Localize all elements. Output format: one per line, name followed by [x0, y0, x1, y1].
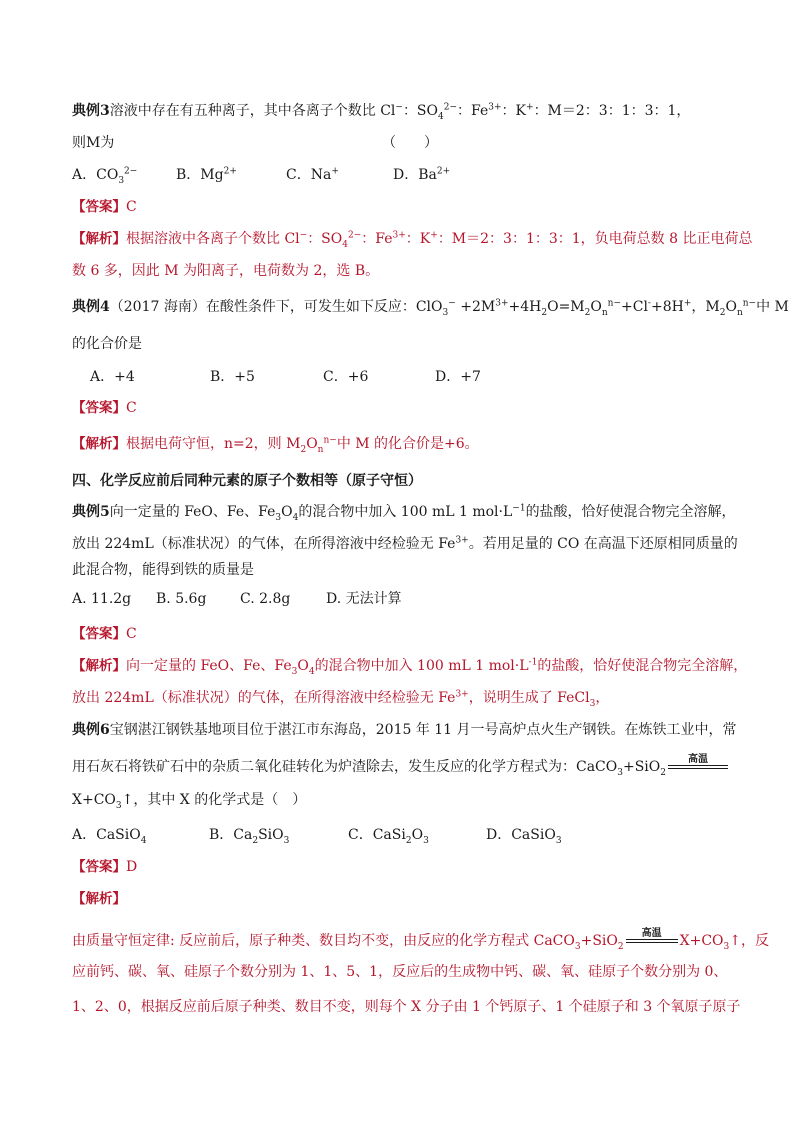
- ex3-option-a: A．$CO_3^{2-}$: [72, 166, 138, 186]
- ex4-option-a: A．+4: [90, 369, 135, 385]
- ex5-answer: 【答案】C: [72, 626, 137, 642]
- ex4-option-b: B．+5: [210, 369, 255, 385]
- ex6-answer: 【答案】D: [72, 859, 138, 875]
- ex5-label: 典例5: [72, 504, 110, 520]
- ex4-label: 典例4: [72, 299, 110, 315]
- ex3-option-c: C．Na+: [286, 166, 339, 183]
- ex6-analysis-line-2: 应前钙、碳、氧、硅原子个数分别为 1、1、5、1，反应后的生成物中钙、碳、氧、硅原子个数分别为 0、: [72, 964, 728, 980]
- ex6-analysis-line-1: 由质量守恒定律: 反应前后，原子种类、数目均不变，由反应的化学方程式 CaCO$_3$+SiO$_2$ 高温 $X+CO_3↑$，反: [72, 928, 769, 952]
- answer-blank: （ ）: [382, 135, 438, 151]
- ex6-question-line-3: $X+CO_3↑$，其中 X 的化学式是（ ）: [72, 792, 307, 811]
- ex5-analysis-line-1: 【解析】向一定量的 FeO、Fe、$Fe_3O_4$的混合物中加入 100 mL 1 $mol\cdot L^{-1}$的盐酸，恰好使混合物完全溶解，: [72, 657, 748, 677]
- ex4-option-d: D．+7: [435, 369, 481, 385]
- ex3-question-line-2: 则M为 （ ）: [72, 135, 438, 151]
- ex3-label: 典例3: [72, 103, 110, 119]
- ex3-analysis-line-1: 【解析】根据溶液中各离子个数比 Cl−：$SO_4^{2-}$：$Fe^{3+}$：K+：M＝2：3：1：3：1，负电荷总数 8 比正电荷总: [72, 230, 753, 250]
- ex6-option-c: C．$CaSi_2O_3$: [348, 827, 429, 846]
- ex5-option-c: C. 2.8g: [240, 591, 291, 607]
- ex5-question-line-1: 典例5向一定量的 FeO、Fe、$Fe_3O_4$的混合物中加入 100 mL 1 $mol\cdot L^{-1}$的盐酸，恰好使混合物完全溶解，: [72, 503, 736, 523]
- reaction-condition-2: 高温: [626, 927, 678, 949]
- ex6-option-a: A．CaSiO$_4$: [72, 827, 147, 846]
- ex4-answer: 【答案】C: [72, 400, 137, 416]
- ex4-question-line-1: 典例4（2017 海南）在酸性条件下，可发生如下反应：$ClO_3^- +2M^{3+}+4H_2O=M_2O_n^{n-}+Cl^-+8H^+$，$M_2O_n^{n-}$中 M: [72, 298, 789, 318]
- ex3-question-line-1: 典例3溶液中存在有五种离子，其中各离子个数比 Cl−：$SO_4^{2-}$：$Fe^{3+}$：K+：M＝2：3：1：3：1，: [72, 102, 691, 122]
- ex3-option-b: B．$Mg^{2+}$: [176, 166, 237, 183]
- ex5-question-line-2: 放出 224mL（标准状况）的气体，在所得溶液中经检验无 $Fe^{3+}$。若用足量的 CO 在高温下还原相同质量的: [72, 535, 738, 552]
- ex6-option-b: B．$Ca_2SiO_3$: [209, 827, 290, 846]
- ex5-option-a: A. 11.2g: [72, 591, 132, 607]
- ex5-option-d: D. 无法计算: [326, 591, 402, 607]
- section-heading: 四、化学反应前后同种元素的原子个数相等（原子守恒）: [72, 473, 422, 489]
- ex6-question-line-1: 典例6宝钢湛江钢铁基地项目位于湛江市东海岛，2015 年 11 月一号高炉点火生产钢铁。在炼铁工业中，常: [72, 722, 737, 738]
- ex3-option-d: D．$Ba^{2+}$: [393, 166, 451, 183]
- ex5-option-b: B. 5.6g: [156, 591, 207, 607]
- ex6-question-line-2: 用石灰石将铁矿石中的杂质二氧化硅转化为炉渣除去，发生反应的化学方程式为：CaCO$_3$+SiO$_2$ 高温: [72, 753, 734, 777]
- ex4-option-c: C．+6: [323, 369, 369, 385]
- ex6-option-d: D．CaSiO$_3$: [486, 827, 562, 846]
- ex6-analysis-tag: 【解析】: [72, 891, 126, 907]
- ex3-analysis-line-2: 数 6 多，因此 M 为阳离子，电荷数为 2，选 B。: [72, 263, 380, 279]
- ex4-analysis: 【解析】根据电荷守恒，n=2，则 $M_2O_n^{n-}$中 M 的化合价是+6。: [72, 435, 479, 455]
- ex6-label: 典例6: [72, 722, 110, 738]
- reaction-condition: 高温: [668, 753, 728, 775]
- ex6-analysis-line-3: 1、2、0，根据反应前后原子种类、数目不变，则每个 X 分子由 1 个钙原子、1 个硅原子和 3 个氧原子原子: [72, 999, 741, 1015]
- ex5-question-line-3: 此混合物，能得到铁的质量是: [72, 562, 254, 578]
- ex3-answer: 【答案】C: [72, 199, 137, 215]
- ex4-question-line-2: 的化合价是: [72, 336, 142, 352]
- ex5-analysis-line-2: 放出 224mL（标准状况）的气体，在所得溶液中经检验无 $Fe^{3+}$，说明生成了 FeCl$_3$，: [72, 689, 610, 709]
